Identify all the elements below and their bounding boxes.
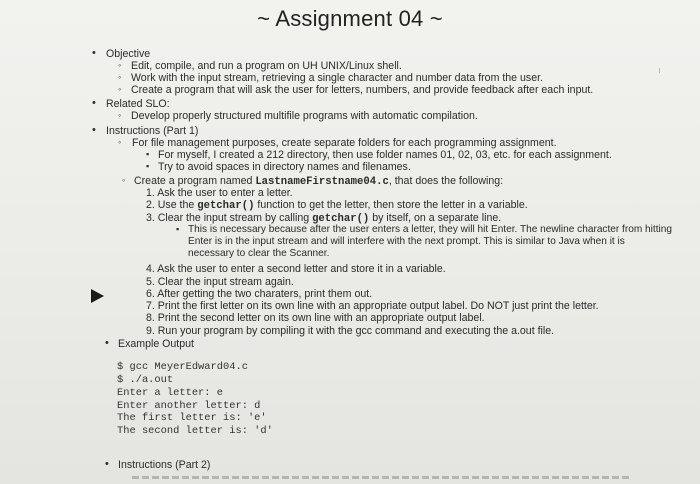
hollow-bullet-icon: ◦ — [118, 60, 122, 70]
bullet-icon: • — [105, 337, 109, 349]
related-slo-heading: Related SLO: — [106, 98, 170, 110]
note-line: necessary to clear the Scanner. — [188, 248, 330, 259]
folder-subitem: Try to avoid spaces in directory names and filenames. — [158, 161, 411, 173]
bullet-icon: • — [92, 124, 96, 136]
getchar-code: getchar() — [197, 200, 255, 212]
hollow-bullet-icon: ◦ — [122, 175, 126, 185]
step-8: 8. Print the second letter on its own line with an appropriate output label. — [146, 312, 485, 324]
bullet-icon: • — [105, 458, 109, 470]
create-prefix-text: Create a program named — [134, 175, 256, 187]
terminal-line: The first letter is: 'e' — [117, 412, 267, 424]
terminal-line: $ ./a.out — [117, 374, 174, 386]
folder-item: For file management purposes, create separate folders for each programming assignment. — [132, 137, 557, 149]
step-2 — [146, 199, 528, 212]
step-2-text: function to get the letter, then store the letter in a variable. — [254, 199, 528, 211]
square-bullet-icon: ▪ — [176, 224, 180, 234]
hollow-bullet-icon: ◦ — [118, 72, 122, 82]
hollow-bullet-icon: ◦ — [118, 137, 122, 147]
square-bullet-icon: ▪ — [146, 149, 150, 159]
arrow-cursor-icon — [91, 289, 104, 303]
objective-item: Create a program that will ask the user for letters, numbers, and provide feedback after each input. — [131, 84, 594, 96]
hollow-bullet-icon: ◦ — [118, 110, 122, 120]
example-output-heading: Example Output — [118, 338, 194, 350]
terminal-line: Enter another letter: d — [117, 400, 261, 412]
step-7: 7. Print the first letter on its own line with an appropriate output label. Do NOT just print the letter. — [146, 300, 599, 312]
step-4: 4. Ask the user to enter a second letter and store it in a variable. — [146, 263, 446, 275]
terminal-line: The second letter is: 'd' — [117, 425, 273, 437]
hollow-bullet-icon: ◦ — [118, 84, 122, 94]
instructions-part2-heading: Instructions (Part 2) — [118, 459, 211, 471]
bullet-icon: • — [92, 47, 96, 59]
step-3-text: 3. Clear the input stream by calling — [146, 212, 313, 224]
slo-item: Develop properly structured multifile programs with automatic compilation. — [131, 110, 478, 122]
getchar-code: getchar() — [312, 213, 370, 225]
folder-subitem: For myself, I created a 212 directory, then use folder names 01, 02, 03, etc. for each assignment. — [158, 149, 612, 161]
objective-heading: Objective — [106, 48, 151, 60]
terminal-line: Enter a letter: e — [117, 387, 224, 399]
create-suffix-text: , that does the following: — [388, 175, 504, 187]
step-9: 9. Run your program by compiling it with the gcc command and executing the a.out file. — [146, 325, 555, 337]
square-bullet-icon: ▪ — [146, 161, 150, 171]
note-line: This is necessary because after the user enters a letter, they will hit Enter. The newline character from hitting — [188, 224, 672, 235]
step-1: 1. Ask the user to enter a letter. — [146, 187, 293, 199]
step-6: 6. After getting the two charaters, print them out. — [146, 288, 373, 300]
note-line: Enter is in the input stream and will interfere with the next prompt. This is similar to Java when it is — [188, 236, 625, 247]
instructions-part1-heading: Instructions (Part 1) — [106, 125, 199, 137]
page-title: ~ Assignment 04 ~ — [257, 6, 443, 31]
program-filename: LastnameFirstname04.c — [255, 176, 389, 188]
step-3-text: by itself, on a separate line. — [369, 212, 502, 224]
objective-item: Edit, compile, and run a program on UH UNIX/Linux shell. — [131, 60, 402, 72]
bullet-icon: • — [92, 97, 96, 109]
margin-mark — [659, 68, 660, 73]
objective-item: Work with the input stream, retrieving a single character and number data from the user. — [131, 72, 543, 84]
terminal-line: $ gcc MeyerEdward04.c — [117, 361, 248, 373]
cut-off-text-line — [132, 476, 632, 479]
step-2-text: 2. Use the — [146, 199, 198, 211]
step-5: 5. Clear the input stream again. — [146, 276, 294, 288]
